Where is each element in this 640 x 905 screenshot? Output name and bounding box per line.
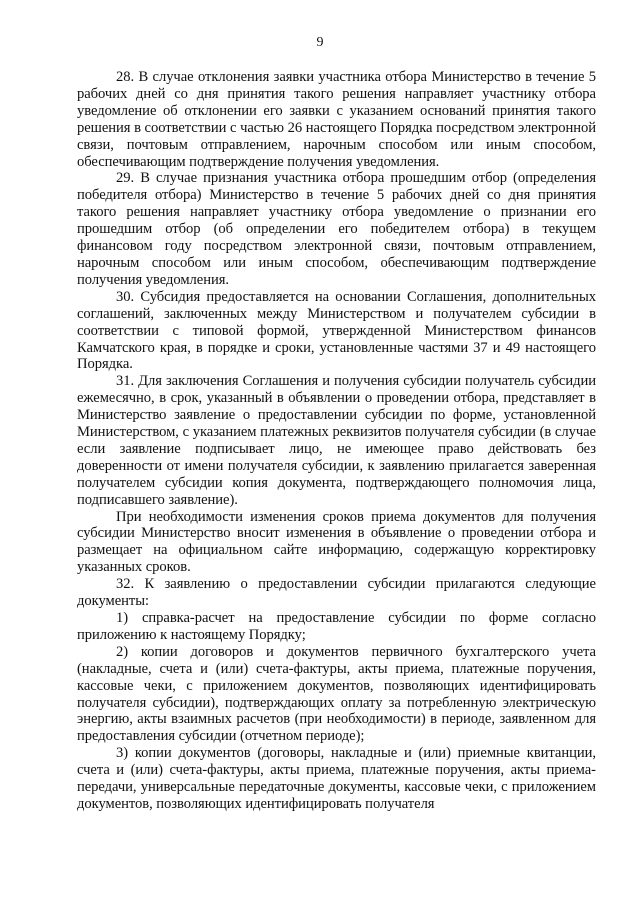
- paragraph-28: 28. В случае отклонения заявки участника отбора Министерство в течение 5 рабочих дней со дня принятия такого решения направляет участнику отбора уведомление об отклонении его заявки с указанием оснований принятия такого решения в соответствии с частью 26 настоящего Порядка посредством электронной связи, почтовым отправлением, нарочным способом или иным способом, обеспечивающим подтверждение получения уведомления.: [77, 69, 596, 170]
- paragraph-31: 31. Для заключения Соглашения и получения субсидии получатель субсидии ежемесячно, в срок, указанный в объявлении о проведении отбора, представляет в Министерство заявление о предоставлении субсидии по форме, установленной Министерством, с указанием платежных реквизитов получателя субсидии (в случае если заявление подписывает лицо, не имеющее право действовать без доверенности от имени получателя субсидии, к заявлению прилагается заверенная получателем субсидии копия документа, подтверждающего полномочия лица, подписавшего заявление).: [77, 373, 596, 508]
- paragraph-29: 29. В случае признания участника отбора прошедшим отбор (определения победителя отбора) Министерство в течение 5 рабочих дней со дня принятия такого решения направляет участнику отбора уведомление о признании его прошедшим отбор (об определении его победителем отбора) в текущем финансовом году посредством электронной связи, почтовым отправлением, нарочным способом или иным способом, обеспечивающим подтверждение получения уведомления.: [77, 170, 596, 288]
- page-number: 9: [316, 35, 324, 50]
- paragraph-30: 30. Субсидия предоставляется на основании Соглашения, дополнительных соглашений, заключенных между Министерством и получателем субсидии в соответствии с типовой формой, утвержденной Министерством финансов Камчатского края, в порядке и сроки, установленные частями 37 и 49 настоящего Порядка.: [77, 288, 596, 373]
- list-item-1: 1) справка-расчет на предоставление субсидии по форме согласно приложению к настоящему Порядку;: [77, 610, 596, 643]
- paragraph-31-deadline-change: При необходимости изменения сроков приема документов для получения субсидии Министерство вносит изменения в объявление о проведении отбора и размещает на официальном сайте информацию, содержащую корректировку указанных сроков.: [77, 508, 596, 576]
- paragraph-32: 32. К заявлению о предоставлении субсидии прилагаются следующие документы:: [77, 576, 596, 610]
- document-body: [77, 69, 596, 813]
- list-item-2: 2) копии договоров и документов первичного бухгалтерского учета (накладные, счета и (или) счета-фактуры, акты приема, платежные поручения, кассовые чеки, с приложением документов, позволяющих идентифицировать получателя субсидии), подтверждающих оплату за потребленную электрическую энергию, акты взаимных расчетов (при необходимости) в периоде, заявленном для предоставления субсидии (отчетном периоде);: [77, 643, 596, 745]
- list-item-3: 3) копии документов (договоры, накладные и (или) приемные квитанции, счета и (или) счета-фактуры, акты приема, платежные поручения, акты приема-передачи, универсальные передаточные документы, кассовые чеки, с приложением документов, позволяющих идентифицировать получателя: [77, 745, 596, 812]
